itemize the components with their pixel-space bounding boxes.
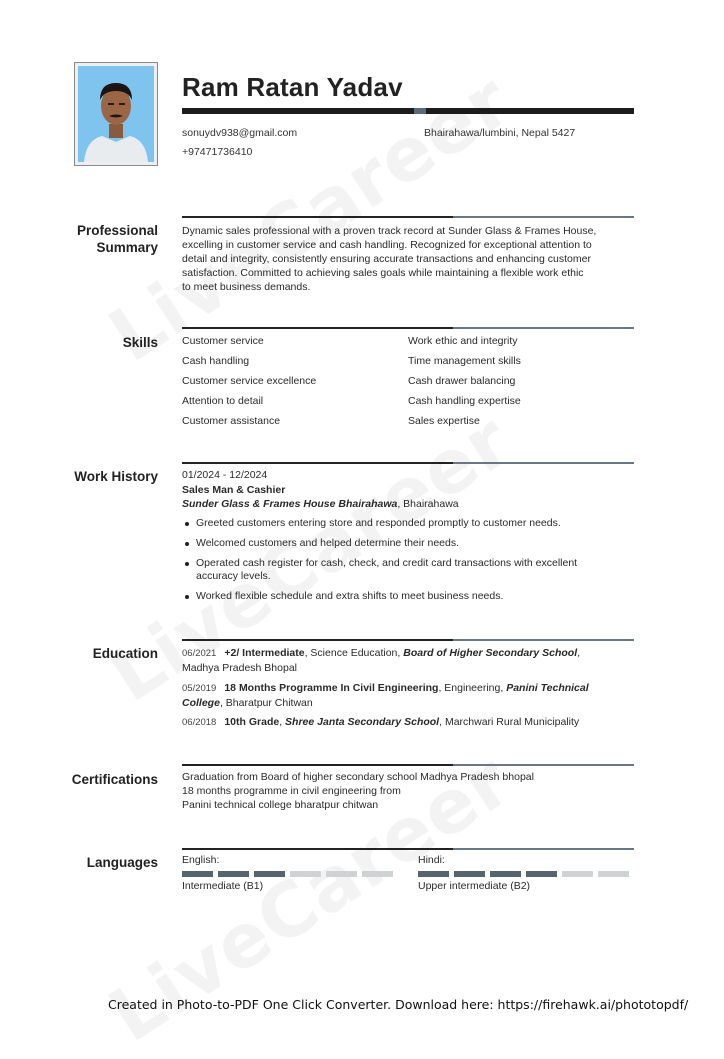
section-title-work-history: Work History [74,469,158,484]
section-title-languages: Languages [86,855,158,870]
job-dates: 01/2024 - 12/2024 [182,469,268,481]
section-title-skills: Skills [122,335,158,350]
skill-item: Customer service excellence [182,375,317,387]
list-item: Operated cash register for cash, check, and credit card transactions with excellent accuracy levels. [182,557,634,583]
candidate-name: Ram Ratan Yadav [182,72,403,102]
skill-item: Customer service [182,335,264,347]
language-level-segment [526,871,557,877]
section-rule [182,764,634,766]
email: sonuydv938@gmail.com [182,127,298,139]
phone: +97471736410 [182,146,253,158]
language-level-segment [182,871,213,877]
language-level-segment [418,871,449,877]
language-level: Upper intermediate (B2) [418,880,531,892]
language-level-segment [598,871,629,877]
skill-item: Customer assistance [182,415,281,427]
education-entry: 05/2019 18 Months Programme In Civil Engineering, Engineering, Panini Technical College, Bharatpur Chitwan [182,682,589,709]
language-level-segment [218,871,249,877]
skill-item: Attention to detail [182,395,264,407]
job-duties [182,517,634,610]
section-rule [182,639,634,641]
certifications-text: Graduation from Board of higher secondary school Madhya Pradesh bhopal 18 months programme in civil engineering from Panini technical college bharatpur chitwan [182,771,534,811]
list-item: Worked flexible schedule and extra shifts to meet business needs. [182,590,634,603]
language-level: Intermediate (B1) [182,880,264,892]
language-level-bar [182,871,398,877]
skill-item: Sales expertise [408,415,480,427]
section-title-education: Education [92,646,158,661]
summary-text: Dynamic sales professional with a proven track record at Sunder Glass & Frames House, excelling in customer service and cash handling. Recognized for exceptional attention to detail and integrity, consistently ensuring accurate transactions and enhancing customer satisfaction. Committed to achieving sales goals while maintaining a flexible work ethic to meet business demands. [182,225,597,293]
skill-item: Cash handling [182,355,250,367]
section-rule [182,462,634,464]
language-level-segment [254,871,285,877]
list-item: Greeted customers entering store and responded promptly to customer needs. [182,517,634,530]
education-entry: 06/2021 +2/ Intermediate, Science Education, Board of Higher Secondary School, Madhya Pradesh Bhopal [182,647,581,674]
job-company: Sunder Glass & Frames House Bhairahawa [182,498,398,510]
education-entry: 06/2018 10th Grade, Shree Janta Secondary School, Marchwari Rural Municipality [182,716,580,728]
language-level-segment [454,871,485,877]
language-level-segment [290,871,321,877]
language-level-segment [362,871,393,877]
section-title-summary: Professional Summary [76,223,158,255]
skill-item: Time management skills [408,355,521,367]
address: Bhairahawa/lumbini, Nepal 5427 [424,127,576,139]
job-title: Sales Man & Cashier [182,484,286,496]
converter-footer: Created in Photo-to-PDF One Click Converter. Download here: https://firehawk.ai/phototopdf/ [108,997,689,1012]
skill-item: Work ethic and integrity [408,335,518,347]
language-level-segment [562,871,593,877]
name-underline [182,108,634,114]
list-item: Welcomed customers and helped determine their needs. [182,537,634,550]
watermark-top [95,57,526,379]
language-level-segment [490,871,521,877]
job-company-line [182,497,459,511]
section-title-certifications: Certifications [71,772,158,787]
language-level-bar [418,871,634,877]
section-rule [182,848,634,850]
skill-item: Cash drawer balancing [408,375,516,387]
profile-photo [74,62,158,166]
job-location: , Bhairahawa [397,498,459,510]
section-rule [182,216,634,218]
skill-item: Cash handling expertise [408,395,521,407]
section-rule [182,327,634,329]
language-name: Hindi: [418,854,445,866]
language-name: English: [182,854,220,866]
language-level-segment [326,871,357,877]
